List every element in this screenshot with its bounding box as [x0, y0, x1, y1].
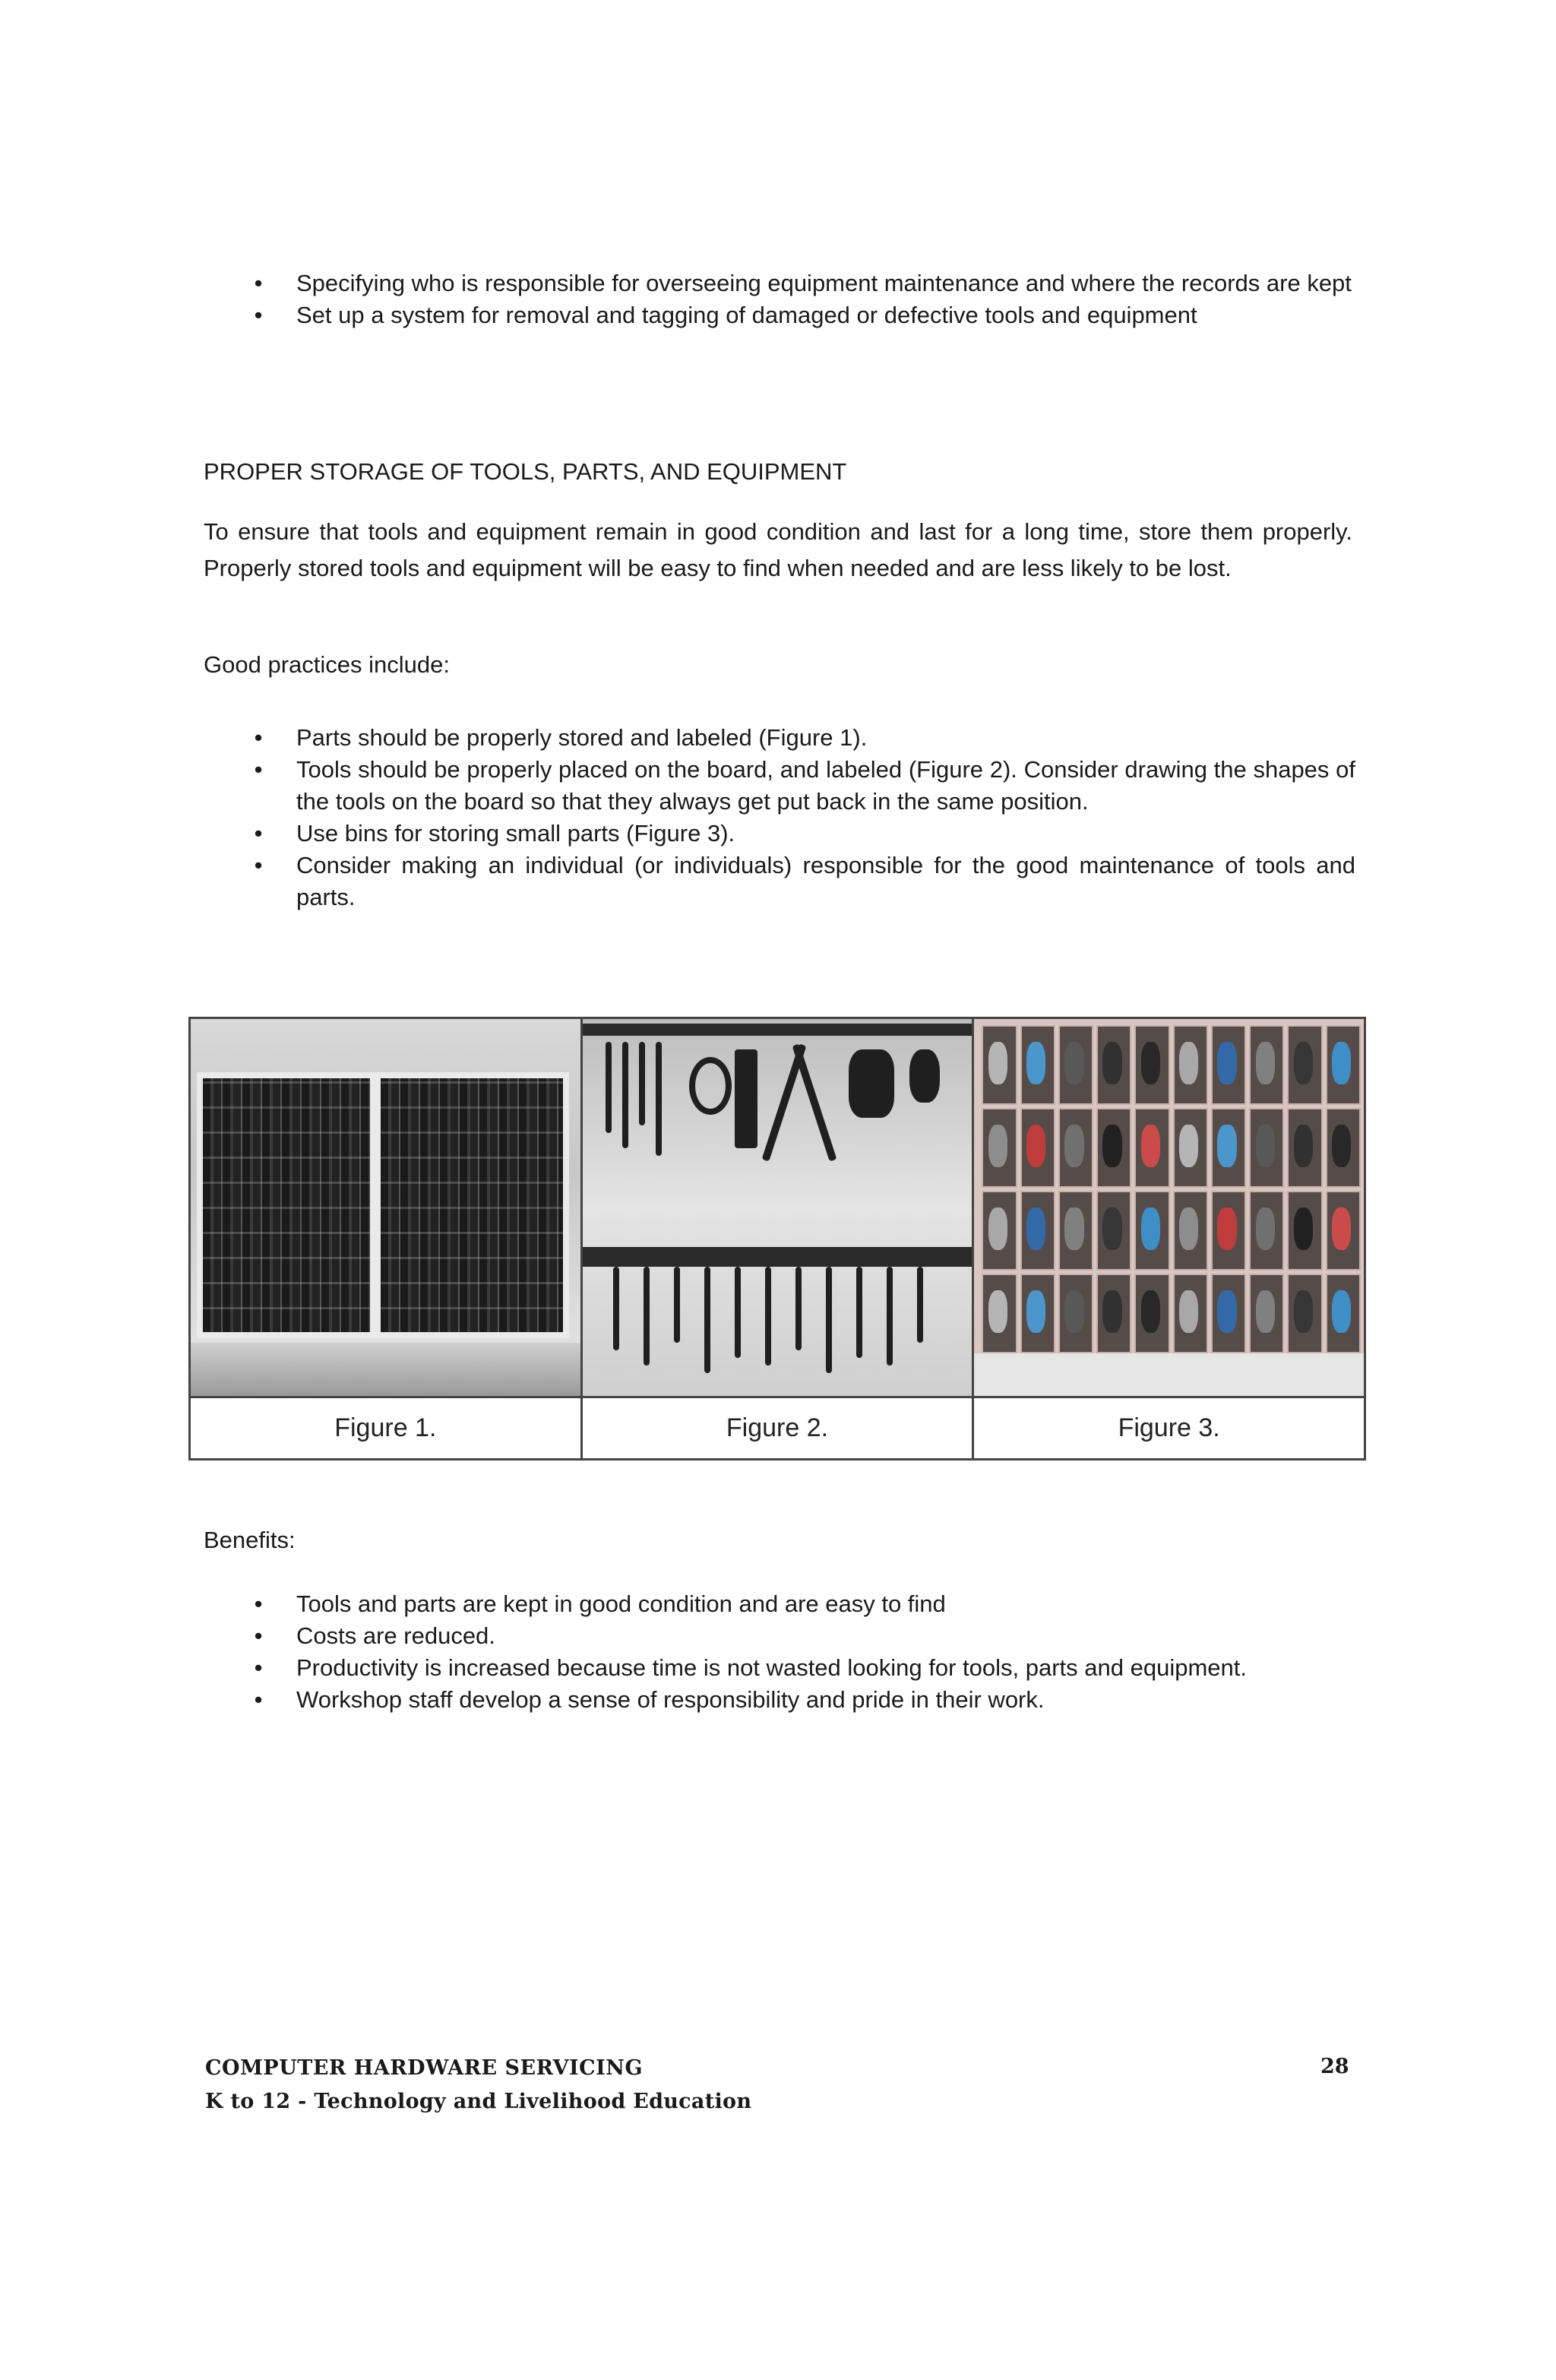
- list-item: • Consider making an individual (or individuals) responsible for the good maintenance of tools and parts.: [204, 850, 1355, 913]
- list-item: • Specifying who is responsible for overseeing equipment maintenance and where the records are kept: [204, 267, 1355, 299]
- parts-bin: [1326, 1274, 1361, 1353]
- parts-bin: [1287, 1025, 1322, 1105]
- parts-bin: [1249, 1274, 1284, 1353]
- parts-bin: [1134, 1108, 1169, 1188]
- footer-title: COMPUTER HARDWARE SERVICING: [205, 2056, 644, 2080]
- parts-bin: [1211, 1108, 1246, 1188]
- parts-bin: [1211, 1025, 1246, 1105]
- bullet-icon: •: [254, 270, 263, 296]
- parts-bin: [1249, 1025, 1284, 1105]
- parts-bin: [1326, 1025, 1361, 1105]
- parts-bin: [1134, 1274, 1169, 1353]
- parts-bin: [1287, 1191, 1322, 1271]
- list-item: • Tools should be properly placed on the board, and labeled (Figure 2). Consider drawing the shapes of the tools on the board so that they always get put back in the same position.: [204, 754, 1355, 818]
- small-parts-bins-photo: [974, 1019, 1364, 1398]
- page-number: 28: [1320, 2055, 1349, 2078]
- parts-bin: [982, 1274, 1017, 1353]
- parts-bin: [1058, 1191, 1093, 1271]
- footer-subtitle: K to 12 - Technology and Livelihood Education: [205, 2090, 752, 2113]
- parts-bin: [1020, 1108, 1055, 1188]
- bullet-icon: •: [254, 820, 263, 847]
- parts-bin: [982, 1108, 1017, 1188]
- parts-bin: [1096, 1191, 1131, 1271]
- tool-pegboard-photo: [583, 1019, 972, 1398]
- bullet-icon: •: [254, 1622, 263, 1649]
- benefits-list: [204, 1588, 1355, 1716]
- parts-cabinet-photo: [191, 1019, 580, 1398]
- bullet-icon: •: [254, 302, 263, 328]
- list-item: • Set up a system for removal and tagging of damaged or defective tools and equipment: [204, 299, 1355, 331]
- parts-bin: [1211, 1191, 1246, 1271]
- figure-caption: Figure 2.: [726, 1413, 829, 1442]
- figure-caption: Figure 3.: [1118, 1413, 1220, 1442]
- parts-bin: [1173, 1191, 1208, 1271]
- figure-caption: Figure 1.: [334, 1413, 437, 1442]
- good-practices-list: [204, 722, 1355, 913]
- parts-bin: [1249, 1108, 1284, 1188]
- parts-bin: [1020, 1274, 1055, 1353]
- figure-cell-3: [972, 1019, 1364, 1458]
- intro-paragraph: To ensure that tools and equipment remain in good condition and last for a long time, store them properly. Properly stored tools and equipment will be easy to find when needed and are less likely to be lost.: [204, 518, 1352, 581]
- parts-bin: [1249, 1191, 1284, 1271]
- benefits-label: Benefits:: [204, 1527, 296, 1553]
- good-practices-label: Good practices include:: [204, 651, 450, 678]
- parts-bin: [1096, 1025, 1131, 1105]
- parts-bin: [1058, 1108, 1093, 1188]
- figure-cell-1: [191, 1019, 580, 1458]
- maintenance-bullet-list: [204, 267, 1355, 331]
- parts-bin: [982, 1191, 1017, 1271]
- parts-bin: [1058, 1274, 1093, 1353]
- parts-bin: [1134, 1025, 1169, 1105]
- parts-bin: [1020, 1191, 1055, 1271]
- list-item: • Tools and parts are kept in good condition and are easy to find: [204, 1588, 1355, 1620]
- parts-bin: [1020, 1025, 1055, 1105]
- bullet-icon: •: [254, 1590, 263, 1617]
- bullet-icon: •: [254, 1654, 263, 1681]
- list-item: • Use bins for storing small parts (Figure 3).: [204, 818, 1355, 850]
- parts-bin: [1287, 1108, 1322, 1188]
- list-item: • Costs are reduced.: [204, 1620, 1355, 1652]
- bullet-icon: •: [254, 724, 263, 751]
- parts-bin: [1326, 1191, 1361, 1271]
- parts-bin: [1058, 1025, 1093, 1105]
- parts-bin: [1173, 1274, 1208, 1353]
- bullet-icon: •: [254, 1686, 263, 1713]
- figure-table: [188, 1017, 1366, 1461]
- parts-bin: [1173, 1025, 1208, 1105]
- parts-bin: [1326, 1108, 1361, 1188]
- parts-bin: [1096, 1274, 1131, 1353]
- section-heading: PROPER STORAGE OF TOOLS, PARTS, AND EQUIPMENT: [204, 458, 847, 485]
- parts-bin: [1096, 1108, 1131, 1188]
- parts-bin: [1134, 1191, 1169, 1271]
- parts-bin: [982, 1025, 1017, 1105]
- bullet-icon: •: [254, 852, 263, 878]
- figure-cell-2: [580, 1019, 972, 1458]
- bullet-icon: •: [254, 756, 263, 783]
- list-item: • Productivity is increased because time is not wasted looking for tools, parts and equipment.: [204, 1652, 1355, 1684]
- list-item: • Parts should be properly stored and labeled (Figure 1).: [204, 722, 1355, 754]
- list-item: • Workshop staff develop a sense of responsibility and pride in their work.: [204, 1684, 1355, 1716]
- parts-bin: [1173, 1108, 1208, 1188]
- parts-bin: [1287, 1274, 1322, 1353]
- parts-bin: [1211, 1274, 1246, 1353]
